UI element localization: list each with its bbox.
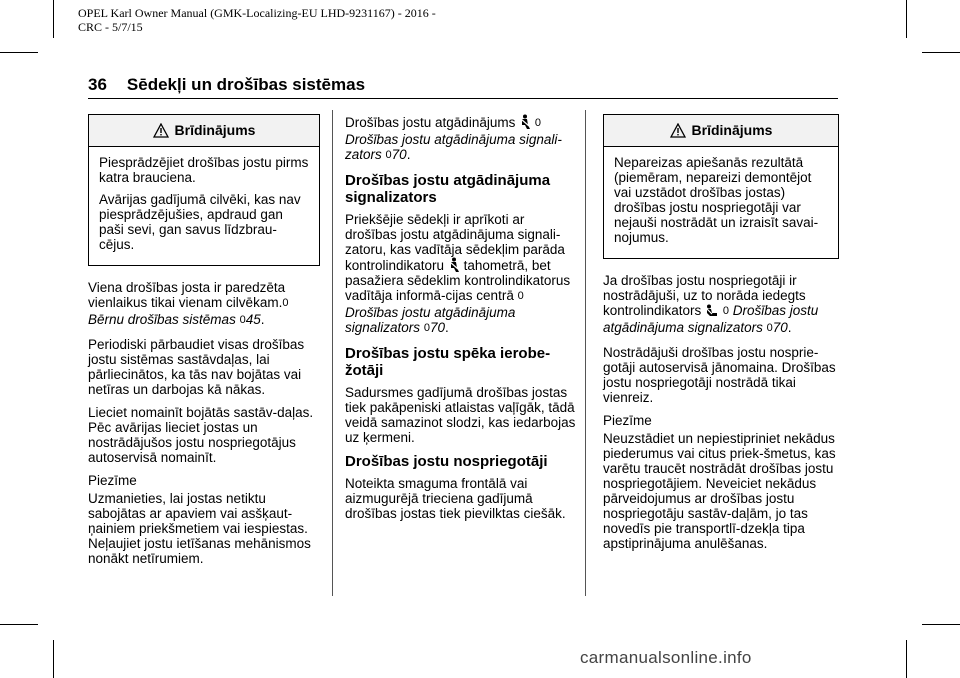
warning-triangle-icon <box>153 123 169 138</box>
page-ref-icon: 0 <box>423 322 430 334</box>
crop-mark <box>53 0 54 38</box>
section-heading: Drošības jostu spēka ierobe-žotāji <box>345 345 551 379</box>
cross-reference-link[interactable]: Bērnu drošības sistēmas <box>88 312 236 327</box>
column-divider <box>332 110 333 596</box>
warning-box <box>88 114 320 266</box>
crop-mark <box>53 640 54 678</box>
warning-text: Nepareizas apiešanās rezultātā (piemēram, nepareizi demontējot vai uzstādot drošības jostas) drošības jostu nospriegotāji var nejauši nostrādāt un izraisīt savai-nojumus. <box>614 155 819 245</box>
warning-text: Avārijas gadījumā cilvēki, kas nav piesprādzējušies, apdraud gan paši sevi, gan savus līdzbrau-cējus. <box>99 192 301 252</box>
page-ref-icon: 0 <box>239 314 246 326</box>
page-title: Sēdekļi un drošības sistēmas <box>126 75 366 94</box>
cross-reference-link[interactable]: Drošības jostu atgādinājuma signalizators <box>603 303 819 335</box>
paragraph: Nostrādājuši drošības jostu nosprie-gotāji autoservisā jānomaina. Drošības jostu nospriegotāji nostrādā tikai vienreiz. <box>603 345 836 405</box>
cross-reference-link[interactable]: Drošības jostu atgādinājuma signali-zators <box>345 132 562 162</box>
heading-rule <box>88 98 838 99</box>
page-ref-icon: 0 <box>722 305 729 317</box>
warning-title: Brīdinājums <box>604 115 838 147</box>
page-reference[interactable]: 70 <box>429 320 445 335</box>
note-label: Piezīme <box>88 473 137 488</box>
note-text: Uzmanieties, lai jostas netiktu sabojātas ar apaviem vai asšķaut-ņainiem priekšmetiem vai iespiestas. Neļaujiet jostu ietīšanas mehānismos nonākt netīrumiem. <box>88 491 311 566</box>
crop-mark <box>922 52 960 53</box>
page-reference[interactable]: 70 <box>772 320 788 335</box>
warning-triangle-icon <box>670 123 686 138</box>
seatbelt-reminder-icon <box>448 257 460 273</box>
paragraph: Ja drošības jostu nospriegotāji ir nostrādājuši, uz to norāda iedegts kontrolindikators 0 Drošības jostu atgādinājuma signalizators 070. <box>603 273 819 335</box>
page-ref-icon: 0 <box>517 290 524 302</box>
paragraph: Sadursmes gadījumā drošības jostas tiek pakāpeniski atlaistas vaļīgāk, tādā veidā samazinot slodzi, kas iedarbojas uz ķermeni. <box>345 385 576 445</box>
paragraph: Noteikta smaguma frontālā vai aizmugurējā trieciena gadījumā drošības jostas tiek pievilktas ciešāk. <box>345 476 566 521</box>
column-divider <box>585 110 586 596</box>
watermark: carmanualsonline.info <box>580 648 752 667</box>
paragraph: Drošības jostu atgādinājums 0 Drošības jostu atgādinājuma signali-zators 070. <box>345 115 562 162</box>
crop-mark <box>0 624 38 625</box>
crop-mark <box>906 640 907 678</box>
page-ref-icon: 0 <box>766 322 773 334</box>
note-text: Neuzstādiet un nepiestipriniet nekādus piederumus vai citus priek-šmetus, kas varētu traucēt nostrādāt drošības jostu nospriegotājiem. Neveiciet nekādus pārveidojumus ar drošības jostu nospriegotāju sastāv-daļām, jo tas novedīs pie transportlī-dzekļa tipa apstiprinājuma anulēšanas. <box>603 431 836 551</box>
section-heading: Drošības jostu nospriegotāji <box>345 453 548 470</box>
section-heading: Drošības jostu atgādinājuma signalizators <box>345 172 551 206</box>
crop-mark <box>922 624 960 625</box>
page-reference[interactable]: 70 <box>391 147 407 162</box>
note-label: Piezīme <box>603 413 652 428</box>
warning-title: Brīdinājums <box>89 115 319 147</box>
column-1 <box>88 114 320 574</box>
page-ref-icon: 0 <box>385 149 392 161</box>
print-header: OPEL Karl Owner Manual (GMK-Localizing-EU LHD-9231167) - 2016 - CRC - 5/7/15 <box>78 6 436 34</box>
page-ref-icon: 0 <box>534 117 541 129</box>
cross-reference-link[interactable]: Drošības jostu atgādinājuma signalizators <box>345 305 516 335</box>
page-ref-icon: 0 <box>282 297 289 309</box>
paragraph: Lieciet nomainīt bojātās sastāv-daļas. Pēc avārijas lieciet jostas un nostrādājušos jostu nospriegotājus autoservisā nomainīt. <box>88 405 314 465</box>
page-number: 36 <box>88 75 107 94</box>
crop-mark <box>906 0 907 38</box>
warning-box <box>603 114 839 259</box>
page-heading <box>88 75 365 95</box>
column-2 <box>345 114 577 529</box>
warning-text: Piesprādzējiet drošības jostu pirms katra brauciena. <box>99 155 309 185</box>
page-reference[interactable]: 45 <box>245 312 261 327</box>
paragraph: Periodiski pārbaudiet visas drošības jostu sistēmas sastāvdaļas, lai pārliecinātos, ka tās nav bojātas vai netīras un darbojas kā nākas. <box>88 337 305 397</box>
seatbelt-pretensioner-icon <box>705 304 719 318</box>
paragraph: Priekšējie sēdekļi ir aprīkoti ar drošības jostu atgādinājuma signali-zatoru, kas vadītāja sēdekļim parāda kontrolindikatoru tahometrā, bet pasažiera sēdeklim kontrolindikatorus vadītāja informā-cijas centrā 0 Drošības jostu atgādinājuma signalizators 070. <box>345 212 571 335</box>
paragraph: Viena drošības josta ir paredzēta vienlaikus tikai vienam cilvēkam.0 Bērnu drošības sistēmas 045. <box>88 280 289 327</box>
seatbelt-reminder-icon <box>519 114 531 130</box>
column-3 <box>603 114 839 559</box>
crop-mark <box>0 52 38 53</box>
